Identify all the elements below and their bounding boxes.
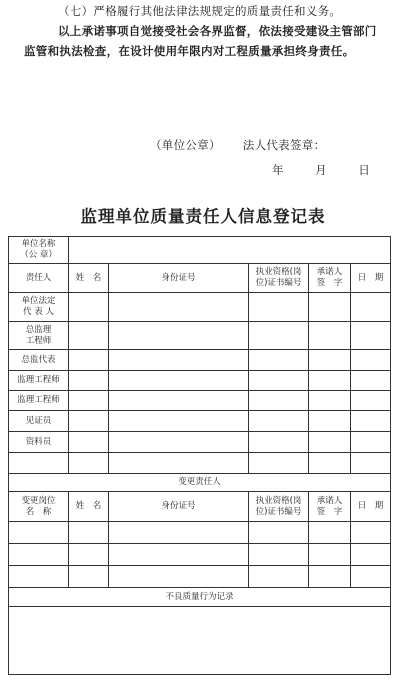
table-row (9, 371, 391, 391)
table-row (9, 544, 391, 566)
commitment-paragraph: 以上承诺事项自觉接受社会各界监督，依法接受建设主管部门监管和执法检查，在设计使用年限内对工程质量承担终身责任。 (24, 24, 377, 58)
bad-record-title-row (9, 588, 391, 607)
id-cell[interactable] (109, 522, 249, 544)
table-row (9, 293, 391, 322)
cert-cell[interactable] (249, 350, 309, 371)
clause-7: （七）严格履行其他法律法规规定的质量责任和义务。 (58, 4, 342, 18)
name-cell[interactable] (69, 411, 109, 432)
signature-cell[interactable] (309, 411, 351, 432)
date-cell[interactable] (351, 411, 391, 432)
name-cell[interactable] (69, 322, 109, 350)
unit-name-row (9, 237, 391, 264)
change-header-post: 变更岗位 名 称 (9, 492, 69, 522)
id-cell[interactable] (109, 566, 249, 588)
role-label: 见证员 (9, 411, 69, 432)
role-label: 总监理 工程师 (9, 322, 69, 350)
id-cell[interactable] (109, 432, 249, 453)
year-label: 年 (272, 163, 284, 177)
signature-cell[interactable] (309, 566, 351, 588)
change-header-cert: 执业资格(岗位)证书编号 (249, 492, 309, 522)
role-label: 监理工程师 (9, 391, 69, 411)
name-cell[interactable] (69, 293, 109, 322)
date-cell[interactable] (351, 371, 391, 391)
date-cell[interactable] (351, 293, 391, 322)
change-header-date: 日 期 (351, 492, 391, 522)
signature-cell[interactable] (309, 322, 351, 350)
cert-cell[interactable] (249, 322, 309, 350)
table-row (9, 350, 391, 371)
date-cell[interactable] (351, 566, 391, 588)
cert-cell[interactable] (249, 391, 309, 411)
signature-cell[interactable] (309, 371, 351, 391)
header-date: 日 期 (351, 264, 391, 293)
name-cell[interactable] (69, 391, 109, 411)
registration-table (8, 236, 391, 675)
change-section-row (9, 474, 391, 492)
id-cell[interactable] (109, 322, 249, 350)
unit-name-cell[interactable] (69, 237, 391, 264)
signature-cell[interactable] (309, 522, 351, 544)
change-section-title: 变更责任人 (9, 474, 391, 492)
cert-cell[interactable] (249, 432, 309, 453)
header-id-number: 身份证号 (109, 264, 249, 293)
date-row (272, 162, 398, 178)
role-label: 监理工程师 (9, 371, 69, 391)
cert-cell[interactable] (249, 566, 309, 588)
id-cell[interactable] (109, 371, 249, 391)
role-label (9, 453, 69, 474)
date-cell[interactable] (351, 322, 391, 350)
header-row (9, 264, 391, 293)
table-row (9, 566, 391, 588)
date-cell[interactable] (351, 522, 391, 544)
change-header-name: 姓 名 (69, 492, 109, 522)
header-name: 姓 名 (69, 264, 109, 293)
post-cell[interactable] (9, 544, 69, 566)
id-cell[interactable] (109, 411, 249, 432)
cert-cell[interactable] (249, 522, 309, 544)
name-cell[interactable] (69, 544, 109, 566)
id-cell[interactable] (109, 391, 249, 411)
form-title: 监理单位质量责任人信息登记表 (80, 207, 326, 226)
table-row (9, 453, 391, 474)
date-cell[interactable] (351, 432, 391, 453)
name-cell[interactable] (69, 522, 109, 544)
date-cell[interactable] (351, 391, 391, 411)
id-cell[interactable] (109, 293, 249, 322)
name-cell[interactable] (69, 371, 109, 391)
table-row (9, 322, 391, 350)
name-cell[interactable] (69, 566, 109, 588)
date-cell[interactable] (351, 350, 391, 371)
role-label: 资料员 (9, 432, 69, 453)
date-cell[interactable] (351, 544, 391, 566)
id-cell[interactable] (109, 453, 249, 474)
signature-cell[interactable] (309, 432, 351, 453)
unit-seal-label: （单位公章） (150, 138, 221, 152)
table-row (9, 391, 391, 411)
signature-cell[interactable] (309, 453, 351, 474)
id-cell[interactable] (109, 350, 249, 371)
legal-rep-signature-label: 法人代表签章： (242, 138, 326, 152)
signature-cell[interactable] (309, 293, 351, 322)
header-role: 责任人 (9, 264, 69, 293)
signature-cell[interactable] (309, 391, 351, 411)
bad-record-body-row (9, 607, 391, 675)
change-header-id-number: 身份证号 (109, 492, 249, 522)
name-cell[interactable] (69, 350, 109, 371)
signature-cell[interactable] (309, 544, 351, 566)
table-row (9, 432, 391, 453)
signature-cell[interactable] (309, 350, 351, 371)
post-cell[interactable] (9, 522, 69, 544)
cert-cell[interactable] (249, 293, 309, 322)
header-cert: 执业资格(岗位)证书编号 (249, 264, 309, 293)
name-cell[interactable] (69, 432, 109, 453)
bad-record-body[interactable] (9, 607, 391, 675)
role-label: 总监代表 (9, 350, 69, 371)
cert-cell[interactable] (249, 411, 309, 432)
post-cell[interactable] (9, 566, 69, 588)
role-label: 单位法定 代 表 人 (9, 293, 69, 322)
change-header-row (9, 492, 391, 522)
table-row (9, 411, 391, 432)
cert-cell[interactable] (249, 544, 309, 566)
month-label: 月 (315, 163, 327, 177)
table-row (9, 522, 391, 544)
header-signature: 承诺人 签 字 (309, 264, 351, 293)
cert-cell[interactable] (249, 453, 309, 474)
day-label: 日 (358, 163, 370, 177)
signature-row (150, 137, 343, 153)
cert-cell[interactable] (249, 371, 309, 391)
change-header-signature: 承诺人 签 字 (309, 492, 351, 522)
unit-name-label: 单位名称 （公 章） (9, 237, 69, 264)
date-cell[interactable] (351, 453, 391, 474)
id-cell[interactable] (109, 544, 249, 566)
bad-record-title: 不良质量行为记录 (9, 588, 391, 607)
name-cell[interactable] (69, 453, 109, 474)
